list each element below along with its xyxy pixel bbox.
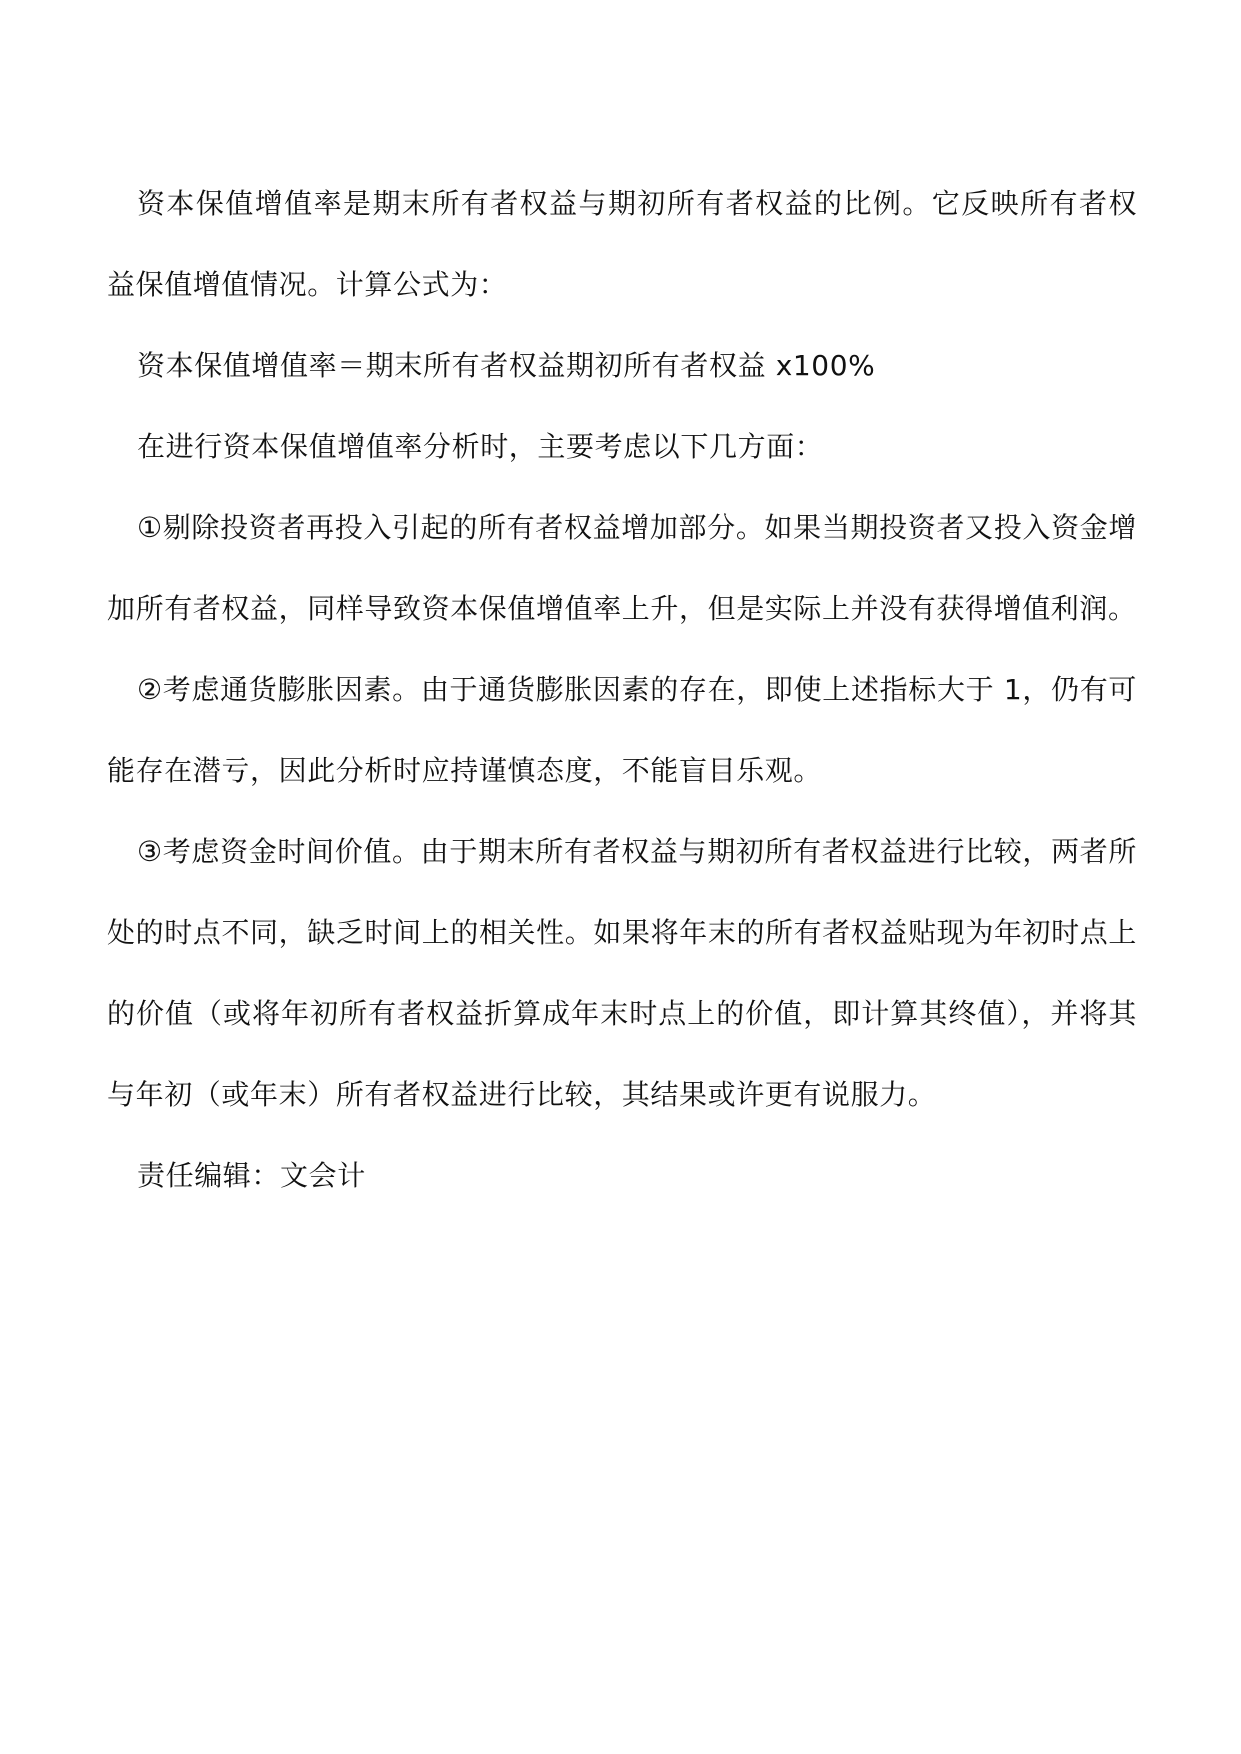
paragraph-formula: 资本保值增值率＝期末所有者权益期初所有者权益 x100% <box>137 349 876 382</box>
paragraph-analysis-intro: 在进行资本保值增值率分析时，主要考虑以下几方面： <box>137 430 824 463</box>
paragraph-definition: 资本保值增值率是期末所有者权益与期初所有者权益的比例。它反映所有者权益保值增值情况。计算公式为： <box>107 187 1137 301</box>
paragraph-point-1: ①剔除投资者再投入引起的所有者权益增加部分。如果当期投资者又投入资金增加所有者权益，同样导致资本保值增值率上升，但是实际上并没有获得增值利润。 <box>107 511 1137 625</box>
paragraph-point-2: ②考虑通货膨胀因素。由于通货膨胀因素的存在，即使上述指标大于 1，仍有可能存在潜亏，因此分析时应持谨慎态度，不能盲目乐观。 <box>107 673 1137 787</box>
document-body <box>107 163 1137 1216</box>
editor-credit: 责任编辑：文会计 <box>137 1159 366 1192</box>
paragraph-point-3: ③考虑资金时间价值。由于期末所有者权益与期初所有者权益进行比较，两者所处的时点不同，缺乏时间上的相关性。如果将年末的所有者权益贴现为年初时点上的价值（或将年初所有者权益折算成年末时点上的价值，即计算其终值），并将其与年初（或年末）所有者权益进行比较，其结果或许更有说服力。 <box>107 835 1137 1111</box>
